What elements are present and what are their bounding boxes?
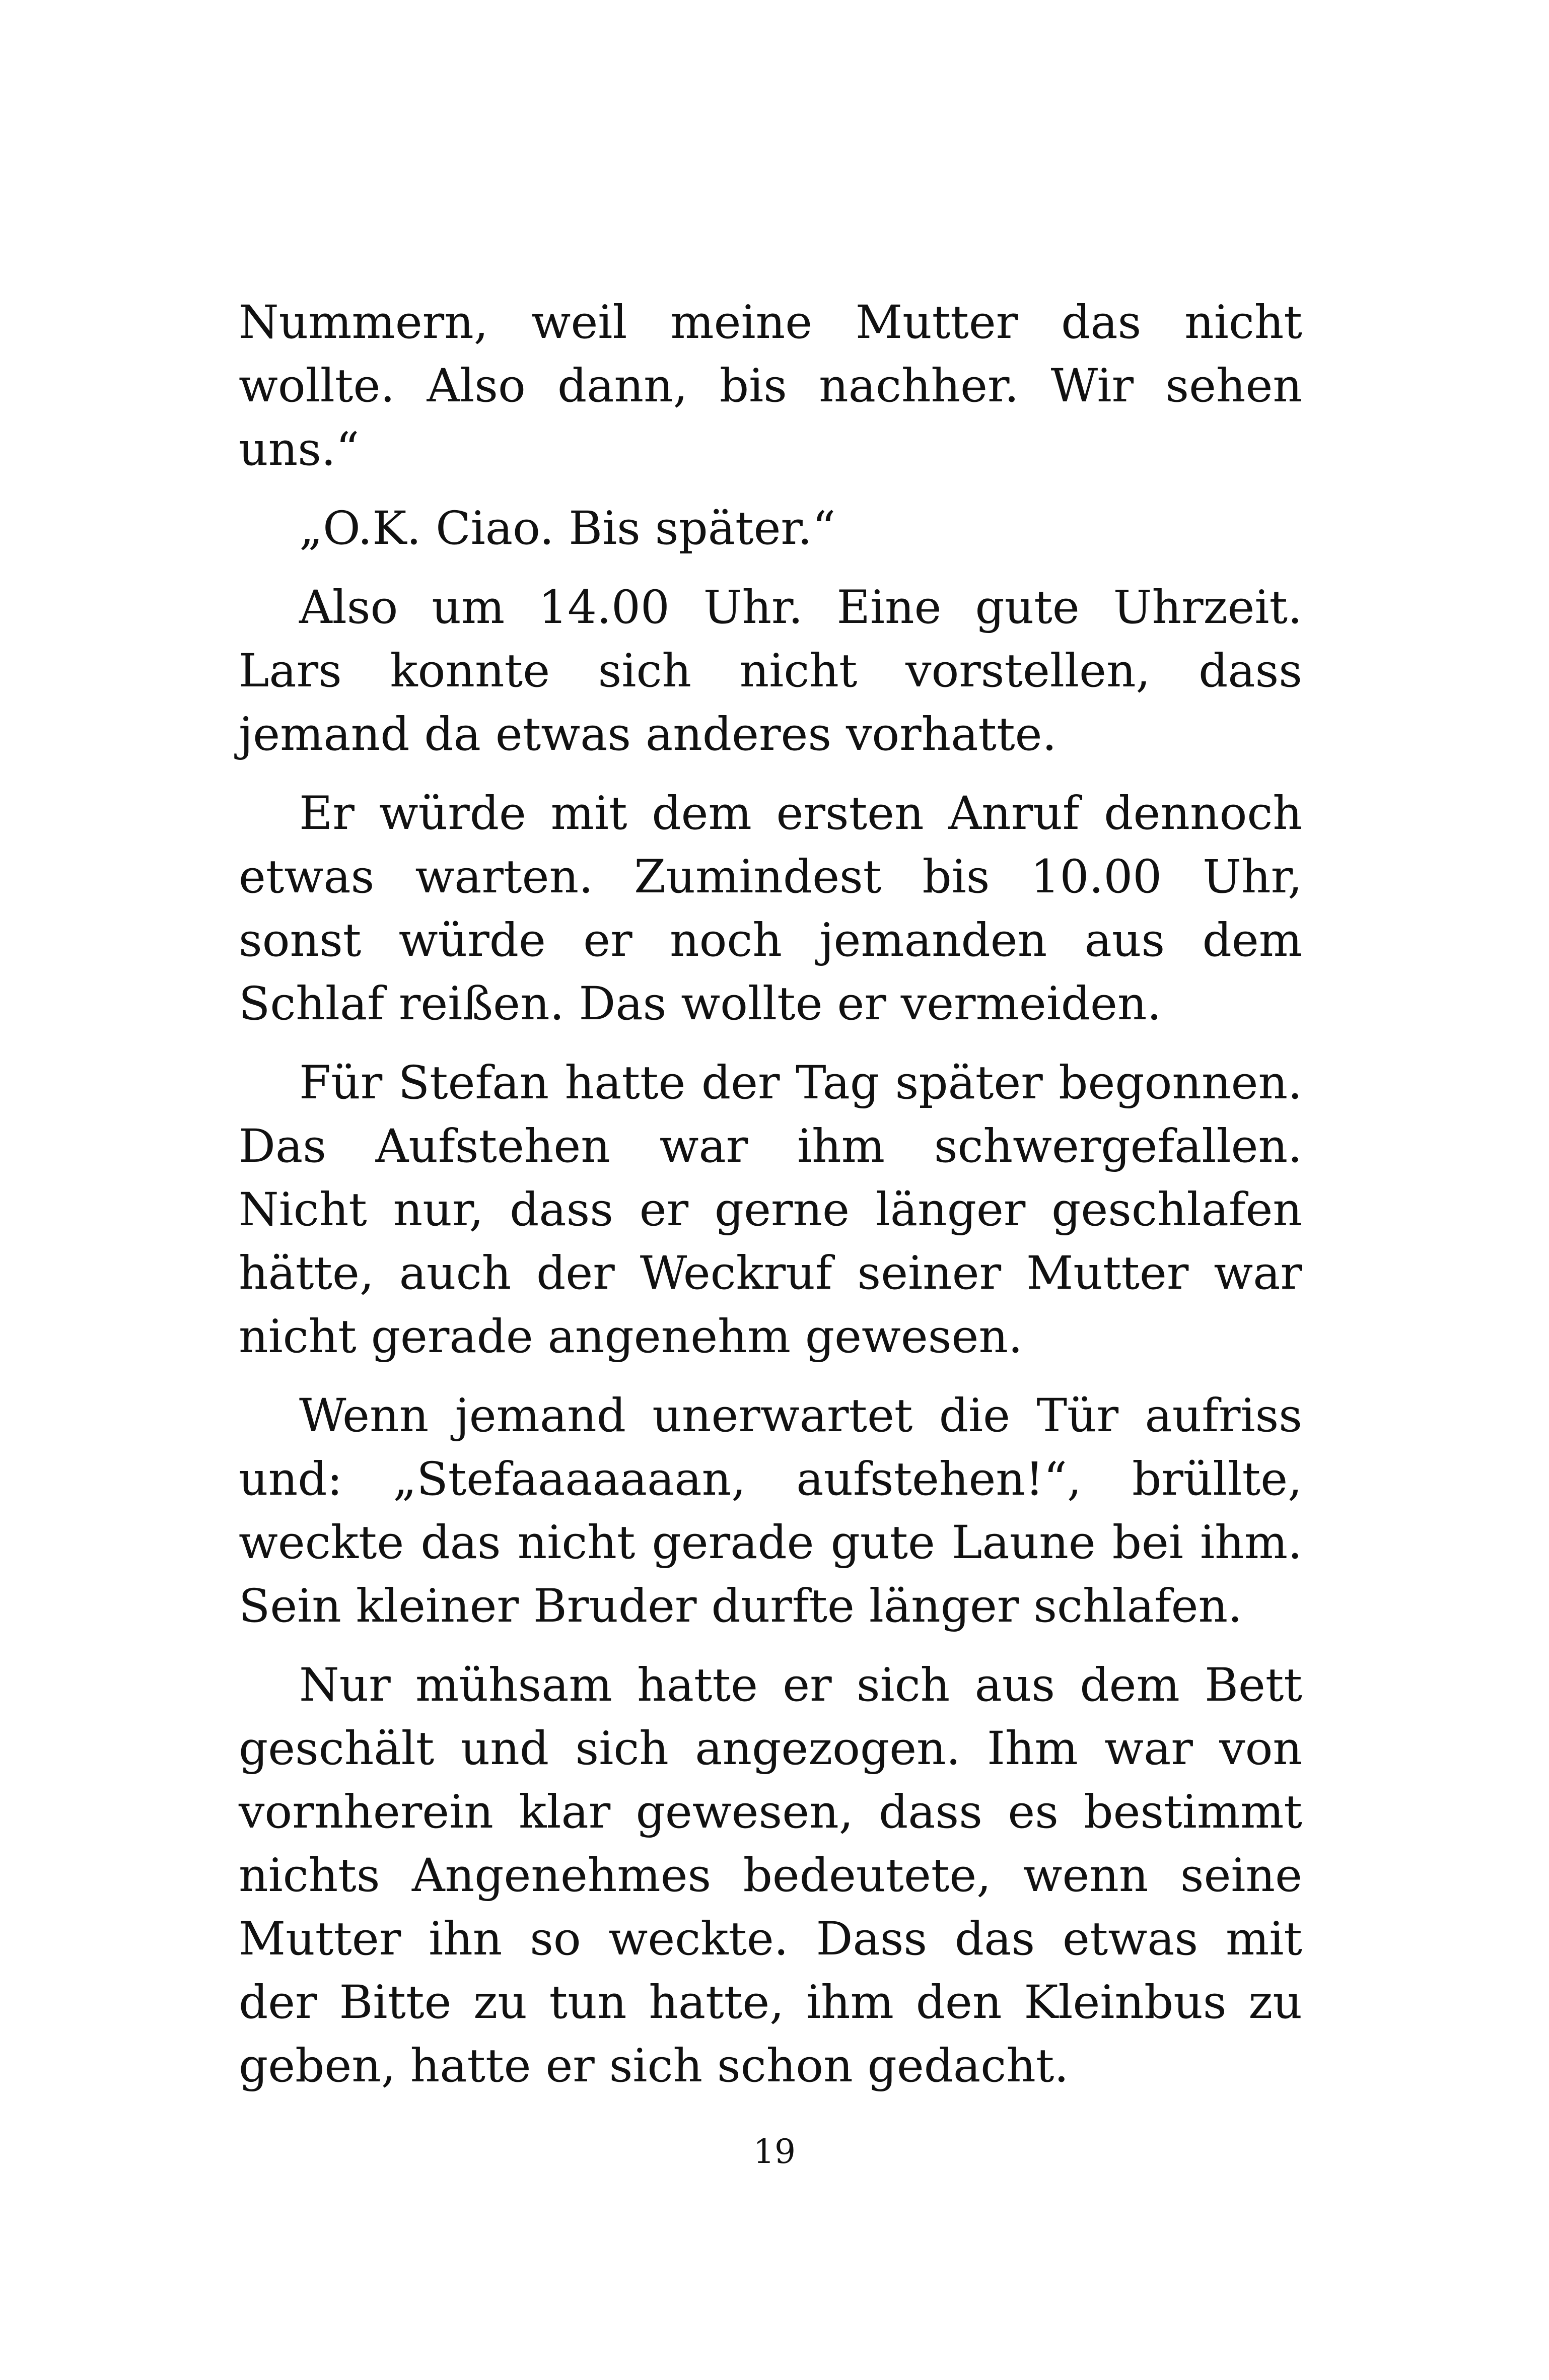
paragraph: „O.K. Ciao. Bis später.“ [299,502,836,555]
paragraph: Für Stefan hatte der Tag später begonnen. Das Aufstehen war ihm schwergefallen. Nicht nur, dass er gerne länger geschlafen hätte, auch der Weckruf seiner Mutter war nicht gerade angenehm gewesen. [239,1057,1302,1363]
paragraph: Wenn jemand unerwartet die Tür aufriss und: „Stefaaaaaaan, aufstehen!“, brüllte, weckte das nicht gerade gute Laune bei ihm. Sein kleiner Bruder durfte länger schlafen. [239,1389,1302,1633]
page-number: 19 [753,2132,796,2171]
paragraph: Nummern, weil meine Mutter das nicht wollte. Also dann, bis nachher. Wir sehen uns.“ [239,296,1302,476]
paragraph: Nur mühsam hatte er sich aus dem Bett geschält und sich angezogen. Ihm war von vornherein klar gewesen, dass es bestimmt nichts Angenehmes bedeutete, wenn seine Mutter ihn so weckte. Dass das etwas mit der Bitte zu tun hatte, ihm den Kleinbus zu geben, hatte er sich schon gedacht. [239,1659,1302,2092]
paragraph: Also um 14.00 Uhr. Eine gute Uhrzeit. Lars konnte sich nicht vorstellen, dass jemand da etwas anderes vorhatte. [239,581,1302,761]
paragraph: Er würde mit dem ersten Anruf dennoch etwas warten. Zumindest bis 10.00 Uhr, sonst würde er noch jemanden aus dem Schlaf reißen. Das wollte er vermeiden. [239,787,1302,1030]
body-text [239,291,1302,2114]
